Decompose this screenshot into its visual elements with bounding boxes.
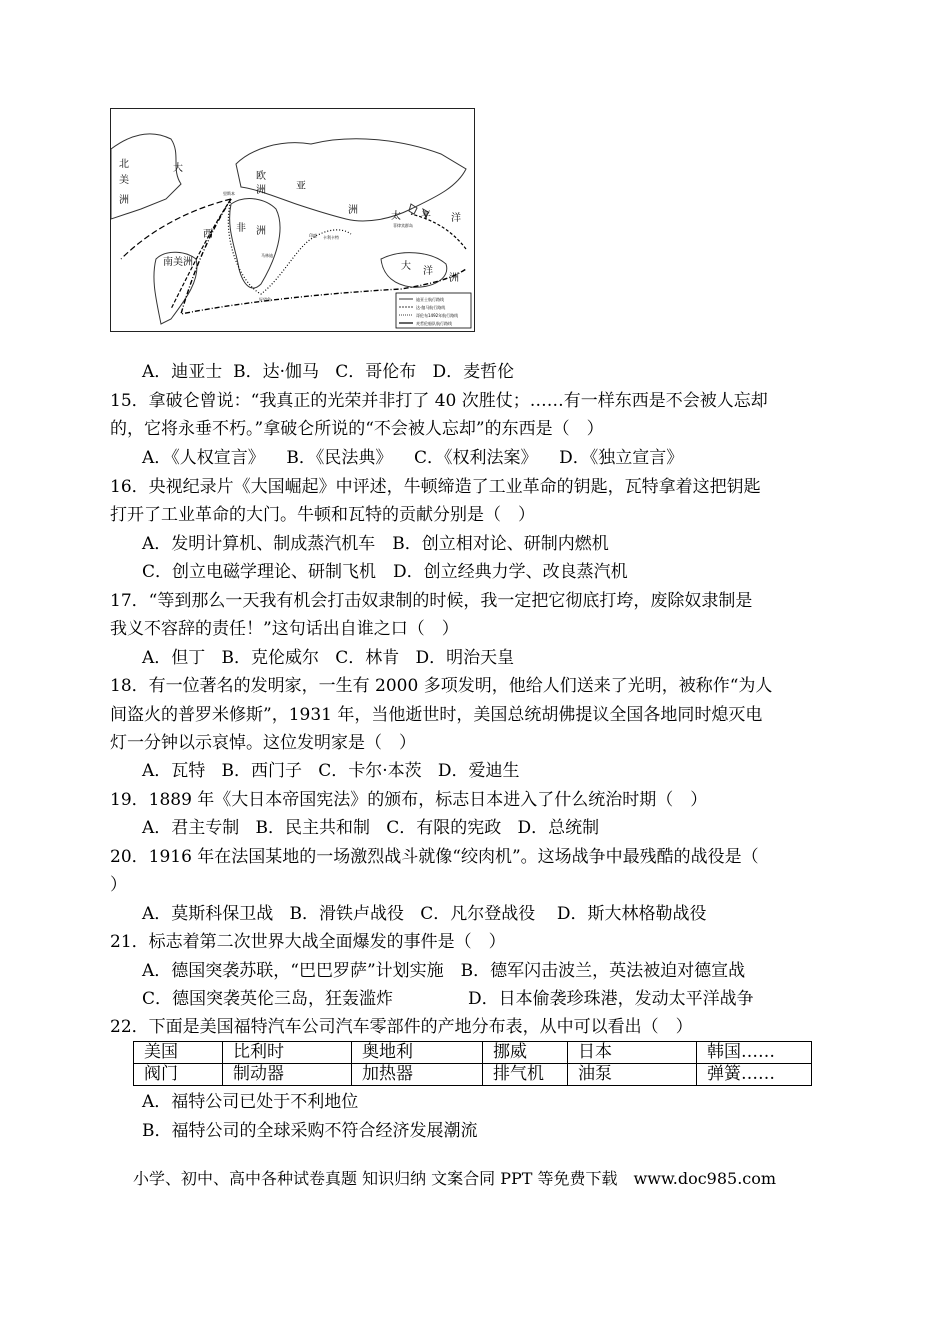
- q16-options-cd: C．创立电磁学理论、研制飞机 D．创立经典力学、改良蒸汽机: [142, 562, 628, 582]
- svg-text:马林迪: 马林迪: [261, 253, 273, 258]
- q18-option-a: A．瓦特: [142, 761, 206, 781]
- svg-text:卡利卡特: 卡利卡特: [323, 235, 339, 240]
- q19-options: [142, 814, 599, 842]
- q14-options: [142, 358, 514, 386]
- svg-text:大: 大: [173, 163, 183, 174]
- table-cell: 美国: [134, 1042, 223, 1064]
- svg-text:洲: 洲: [256, 185, 266, 196]
- table-cell: 比利时: [223, 1042, 352, 1064]
- q19-stem-1: 19．1889 年《大日本帝国宪法》的颁布，标志日本进入了什么统治时期（ ）: [110, 790, 708, 810]
- table-cell: 排气机: [483, 1064, 568, 1086]
- q17-option-a: A．但丁: [142, 648, 206, 668]
- table-cell: 韩国……: [697, 1042, 812, 1064]
- page-footer: 小学、初中、高中各种试卷真题 知识归纳 文案合同 PPT 等免费下载 www.doc985.com: [133, 1169, 777, 1188]
- svg-text:美: 美: [119, 175, 129, 186]
- q19-option-d: D．总统制: [517, 818, 600, 838]
- q20-stem-2: ）: [110, 875, 127, 895]
- table-cell: 制动器: [223, 1064, 352, 1086]
- table-cell: 弹簧……: [697, 1064, 812, 1086]
- q20-stem-1: 20．1916 年在法国某地的一场激烈战斗就像“绞肉机”。这场战争中最残酷的战役是（: [110, 847, 759, 867]
- svg-text:南美洲: 南美洲: [163, 257, 193, 268]
- q21-stem-1: 21．标志着第二次世界大战全面爆发的事件是（ ）: [110, 932, 506, 952]
- q22-stem-1: 22．下面是美国福特汽车公司汽车零部件的产地分布表，从中可以看出（ ）: [110, 1017, 693, 1037]
- q18-stem-3: 灯一分钟以示哀悼。这位发明家是（ ）: [110, 733, 416, 753]
- q22-option-b: B．福特公司的全球采购不符合经济发展潮流: [142, 1121, 478, 1141]
- q17-option-b: B．克伦威尔: [221, 648, 319, 668]
- q18-option-d: D．爱迪生: [437, 761, 520, 781]
- svg-text:洋: 洋: [423, 266, 433, 277]
- q17-stem-2: 我义不容辞的责任！”这句话出自谁之口（ ）: [110, 619, 459, 639]
- svg-text:菲律宾群岛: 菲律宾群岛: [393, 223, 413, 228]
- q16-options-ab: A．发明计算机、制成蒸汽机车 B．创立相对论、研制内燃机: [142, 534, 609, 554]
- q19-option-c: C．有限的宪政: [386, 818, 502, 838]
- table-cell: 日本: [568, 1042, 697, 1064]
- q14-option-d: D．麦哲伦: [432, 362, 515, 382]
- svg-text:太: 太: [391, 211, 401, 222]
- q21-options-ab: A．德国突袭苏联，“巴巴罗萨”计划实施 B．德军闪击波兰，英法被迫对德宣战: [142, 961, 746, 981]
- q15-stem-2: 的，它将永垂不朽。”拿破仑所说的“不会被人忘却”的东西是（ ）: [110, 419, 604, 439]
- q16-stem-1: 16．央视纪录片《大国崛起》中评述，牛顿缔造了工业革命的钥匙，瓦特拿着这把钥匙: [110, 477, 761, 497]
- table-row-countries: [134, 1042, 812, 1064]
- q15-option-b: B．《民法典》: [286, 448, 393, 468]
- table-cell: 油泵: [568, 1064, 697, 1086]
- svg-text:亚: 亚: [296, 181, 306, 192]
- svg-text:北: 北: [119, 159, 129, 170]
- svg-text:非: 非: [236, 223, 246, 234]
- legend-2: 达·伽马航行路线: [416, 305, 446, 310]
- svg-text:洋: 洋: [451, 213, 461, 224]
- svg-text:平: 平: [421, 211, 431, 222]
- q17-stem-1: 17．“等到那么一天我有机会打击奴隶制的时候，我一定把它彻底打垮，废除奴隶制是: [110, 591, 753, 611]
- q16-stem-2: 打开了工业革命的大门。牛顿和瓦特的贡献分别是（ ）: [110, 505, 535, 525]
- table-cell: 阀门: [134, 1064, 223, 1086]
- svg-text:西: 西: [203, 229, 213, 240]
- table-cell: 奥地利: [352, 1042, 483, 1064]
- voyage-map: [110, 108, 475, 332]
- q19-option-b: B．民主共和制: [255, 818, 370, 838]
- q20-options: [142, 900, 707, 928]
- q15-options: [142, 444, 683, 472]
- q18-stem-1: 18．有一位著名的发明家，一生有 2000 多项发明，他给人们送来了光明，被称作“为人: [110, 676, 773, 696]
- q20-option-d: D．斯大林格勒战役: [556, 904, 707, 924]
- table-row-parts: [134, 1064, 812, 1086]
- parts-origin-table: [133, 1041, 812, 1086]
- legend-3: 哥伦布1492年航行路线: [416, 313, 459, 318]
- q19-option-a: A．君主专制: [142, 818, 240, 838]
- svg-text:洲: 洲: [348, 205, 358, 216]
- q15-option-a: A．《人权宣言》: [142, 448, 265, 468]
- svg-text:大: 大: [401, 261, 411, 272]
- legend-1: 迪亚士航行路线: [416, 297, 444, 302]
- q21-option-d: D．日本偷袭珍珠港，发动太平洋战争: [468, 989, 754, 1009]
- table-cell: 挪威: [483, 1042, 568, 1064]
- world-map-figure: [111, 109, 474, 331]
- q17-option-d: D．明治天皇: [415, 648, 515, 668]
- q20-option-b: B．滑铁卢战役: [289, 904, 404, 924]
- q22-option-a: A．福特公司已处于不利地位: [142, 1092, 359, 1112]
- q21-option-c: C．德国突袭英伦三岛，狂轰滥炸: [142, 989, 394, 1009]
- svg-text:印度: 印度: [309, 233, 317, 238]
- q14-option-a: A．迪亚士: [142, 362, 223, 382]
- q18-options: [142, 757, 520, 785]
- svg-text:里斯本: 里斯本: [223, 191, 235, 196]
- svg-text:洲: 洲: [119, 195, 129, 206]
- q15-stem-1: 15．拿破仑曾说：“我真正的光荣并非打了 40 次胜仗；……有一样东西是不会被人忘却: [110, 391, 768, 411]
- q18-option-c: C．卡尔·本茨: [318, 761, 422, 781]
- table-cell: 加热器: [352, 1064, 483, 1086]
- svg-text:洲: 洲: [449, 273, 459, 284]
- svg-text:好望角: 好望角: [259, 297, 271, 302]
- q17-options: [142, 644, 514, 672]
- q15-option-c: C．《权利法案》: [414, 448, 538, 468]
- q17-option-c: C．林肯: [335, 648, 400, 668]
- q15-option-d: D．《独立宣言》: [559, 448, 684, 468]
- q14-option-b: B．达·伽马: [233, 362, 319, 382]
- q20-option-a: A．莫斯科保卫战: [142, 904, 274, 924]
- svg-text:欧: 欧: [256, 171, 266, 182]
- legend-4: 麦哲伦船队航行路线: [416, 321, 452, 326]
- q18-option-b: B．西门子: [221, 761, 302, 781]
- q20-option-c: C．凡尔登战役: [420, 904, 536, 924]
- svg-text:洲: 洲: [256, 226, 266, 237]
- q14-option-c: C．哥伦布: [335, 362, 417, 382]
- q18-stem-2: 间盗火的普罗米修斯”，1931 年，当他逝世时，美国总统胡佛提议全国各地同时熄灭电: [110, 705, 763, 725]
